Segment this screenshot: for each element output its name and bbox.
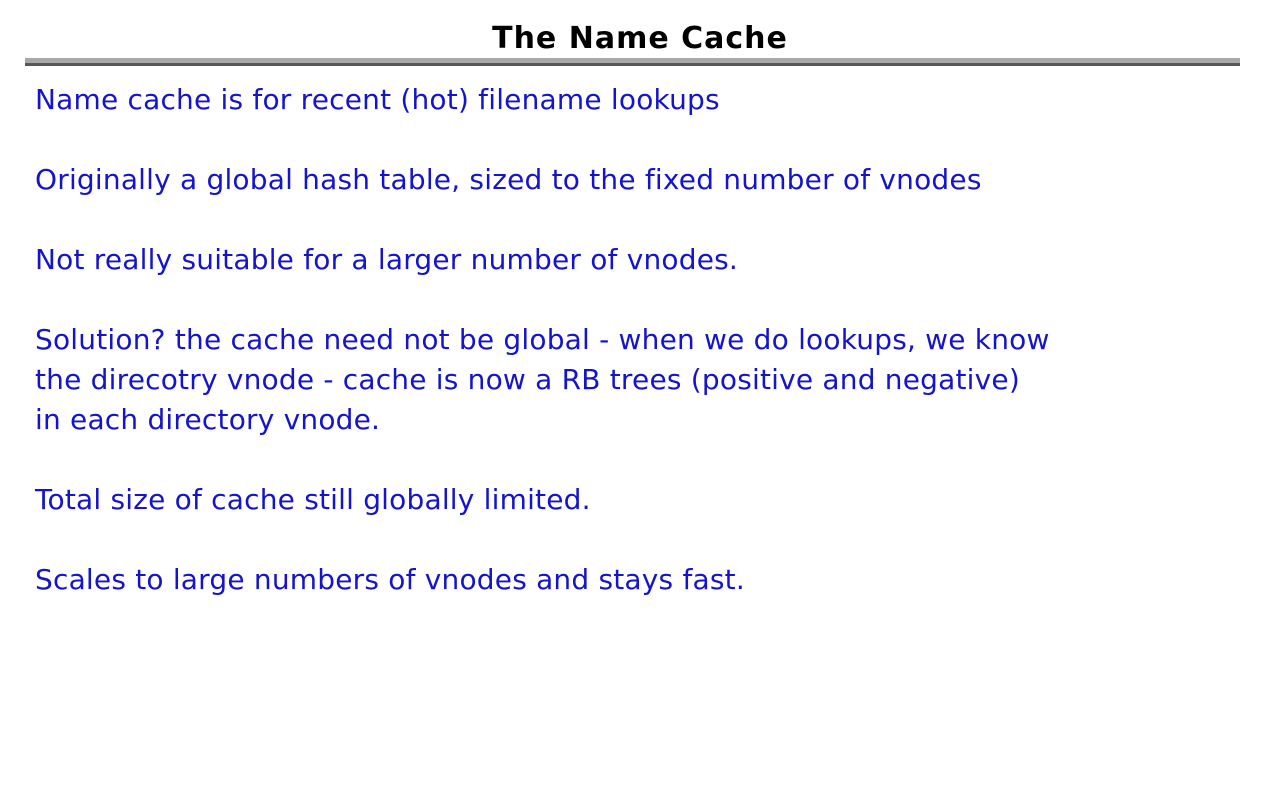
paragraph xyxy=(35,80,1250,120)
text-line: Not really suitable for a larger number of vnodes. xyxy=(35,243,739,276)
text-line: Total size of cache still globally limited. xyxy=(35,483,591,516)
text-line: Solution? the cache need not be global - when we do lookups, we know xyxy=(35,323,1050,356)
text-line: Originally a global hash table, sized to the fixed number of vnodes xyxy=(35,163,982,196)
slide-title: The Name Cache xyxy=(492,21,788,56)
text-line: Name cache is for recent (hot) filename lookups xyxy=(35,83,720,116)
slide-body xyxy=(35,80,1250,600)
paragraph xyxy=(35,320,1250,440)
text-line: in each directory vnode. xyxy=(35,403,381,436)
text-line: Scales to large numbers of vnodes and stays fast. xyxy=(35,563,745,596)
paragraph xyxy=(35,160,1250,200)
paragraph xyxy=(35,240,1250,280)
paragraph xyxy=(35,480,1250,520)
text-line: the direcotry vnode - cache is now a RB trees (positive and negative) xyxy=(35,363,1020,396)
paragraph xyxy=(35,560,1250,600)
title-divider-rule xyxy=(25,58,1240,66)
